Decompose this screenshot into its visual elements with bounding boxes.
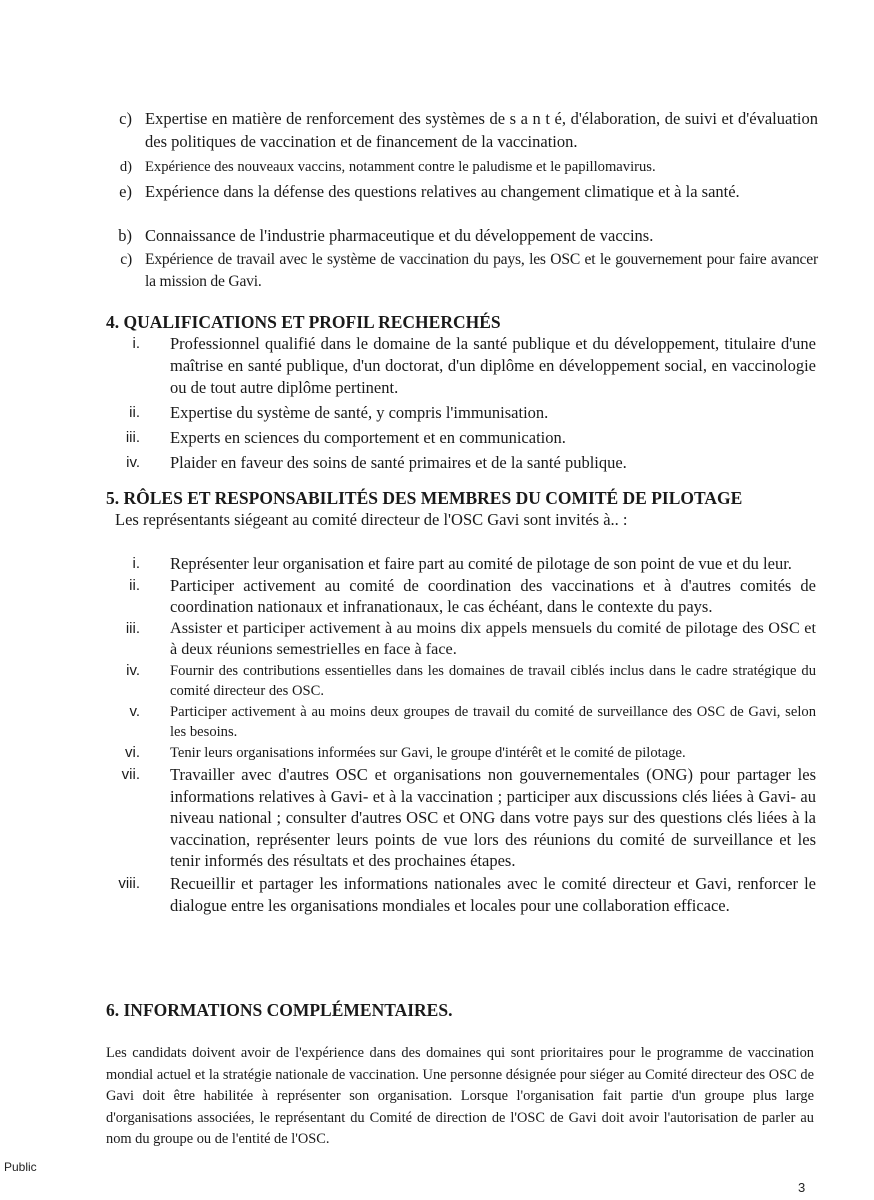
list-item [0, 553, 874, 574]
section-paragraph: Les candidats doivent avoir de l'expérience dans des domaines qui sont prioritaires pour le programme de vaccination mondial actuel et la stratégie nationale de vaccination. Une personne désignée pour siéger au Comité directeur des OSC de Gavi doit être habilitée à représenter son organisation. Lorsque l'organisation fait partie d'un groupe plus large d'organisations associées, le représentant du Comité de direction de l'OSC de Gavi doit avoir l'autorisation de parler au nom du groupe ou de l'entité de l'OSC. [106, 1045, 814, 1147]
list-item-text: Participer activement à au moins deux groupes de travail du comité de surveillance des OSC de Gavi, selon les besoins. [170, 704, 816, 740]
list-item-text: Plaider en faveur des soins de santé primaires et de la santé publique. [170, 453, 627, 472]
roles-list [0, 553, 874, 916]
list-marker: iii. [125, 620, 140, 637]
list-marker: iii. [125, 429, 140, 446]
list-item-text: Fournir des contributions essentielles dans les domaines de travail ciblés inclus dans le cadre stratégique du comité directeur des OSC. [170, 663, 816, 699]
list-marker: viii. [118, 874, 140, 892]
list-marker: vi. [125, 744, 140, 761]
list-item-text: Expérience dans la défense des questions relatives au changement climatique et à la santé. [145, 182, 740, 201]
criteria-list-1 [0, 108, 874, 203]
list-marker: c) [119, 109, 132, 128]
list-item [0, 618, 874, 660]
list-item [0, 743, 874, 763]
list-marker: iv. [126, 662, 140, 679]
section-heading: 5. RÔLES ET RESPONSABILITÉS DES MEMBRES DU COMITÉ DE PILOTAGE [106, 488, 743, 508]
list-marker: ii. [129, 404, 140, 421]
list-item-text: Expérience de travail avec le système de vaccination du pays, les OSC et le gouvernement pour faire avancer la mission de Gavi. [145, 251, 818, 290]
list-item-text: Travailler avec d'autres OSC et organisations non gouvernementales (ONG) pour partager les informations relatives à Gavi- et à la vaccination ; participer aux discussions clés liées à Gavi- au niveau national ; consulter d'autres OSC et ONG dans votre pays sur des questions clés liées à la vaccination, représenter leurs points de vue lors des réunions du comité de surveillance et les tenir informés des résultats et des prochaines étapes. [170, 765, 816, 871]
section-heading: 4. QUALIFICATIONS ET PROFIL RECHERCHÉS [106, 312, 501, 332]
list-marker: v. [129, 703, 140, 720]
list-marker: c) [120, 251, 132, 268]
list-marker: iv. [126, 454, 140, 471]
list-item [0, 108, 874, 153]
list-item [0, 249, 874, 293]
list-item [0, 181, 874, 203]
list-item-text: Tenir leurs organisations informées sur Gavi, le groupe d'intérêt et le comité de pilotage. [170, 745, 686, 761]
list-item [0, 702, 874, 742]
list-marker: vii. [121, 766, 140, 783]
page-number: 3 [798, 1180, 806, 1195]
list-item-text: Assister et participer activement à au moins dix appels mensuels du comité de pilotage des OSC et à deux réunions semestrielles en face à face. [170, 619, 816, 658]
list-item [0, 156, 874, 178]
list-item [0, 402, 874, 424]
list-item-text: Experts en sciences du comportement et en communication. [170, 428, 566, 447]
list-item-text: Représenter leur organisation et faire part au comité de pilotage de son point de vue et du leur. [170, 554, 792, 573]
list-marker: d) [119, 159, 132, 175]
classification-label: Public [4, 1160, 37, 1174]
list-item [0, 225, 874, 247]
list-marker: i. [132, 555, 140, 572]
section-intro: Les représentants siégeant au comité directeur de l'OSC Gavi sont invités à.. : [115, 510, 628, 529]
list-item-text: Professionnel qualifié dans le domaine de la santé publique et du développement, titulaire d'une maîtrise en santé publique, d'un doctorat, d'un diplôme en développement social, en vaccinologie ou de tout autre diplôme pertinent. [170, 334, 816, 397]
list-item [0, 333, 874, 399]
section-heading: 6. INFORMATIONS COMPLÉMENTAIRES. [106, 1000, 453, 1020]
list-marker: ii. [129, 577, 140, 594]
list-item-text: Expérience des nouveaux vaccins, notamment contre le paludisme et le papillomavirus. [145, 159, 656, 175]
list-item-text: Connaissance de l'industrie pharmaceutique et du développement de vaccins. [145, 226, 654, 245]
list-item [0, 661, 874, 701]
list-marker: e) [119, 182, 132, 201]
list-item [0, 452, 874, 474]
list-item-text: Expertise en matière de renforcement des systèmes de s a n t é, d'élaboration, de suivi et d'évaluation des politiques de vaccination et de financement de la vaccination. [145, 109, 818, 151]
qualifications-list [0, 333, 874, 474]
list-item-text: Participer activement au comité de coordination des vaccinations et à d'autres comités de coordination nationaux et infranationaux, le cas échéant, dans le contexte du pays. [170, 576, 816, 616]
criteria-list-2 [0, 225, 874, 293]
list-item [0, 575, 874, 617]
list-item [0, 764, 874, 872]
list-item-text: Expertise du système de santé, y compris l'immunisation. [170, 403, 549, 422]
list-marker: b) [118, 226, 132, 245]
list-item [0, 873, 874, 916]
list-item [0, 427, 874, 449]
list-item-text: Recueillir et partager les informations nationales avec le comité directeur et Gavi, renforcer le dialogue entre les organisations mondiales et locales pour une collaboration efficace. [170, 873, 816, 915]
list-marker: i. [132, 335, 140, 352]
